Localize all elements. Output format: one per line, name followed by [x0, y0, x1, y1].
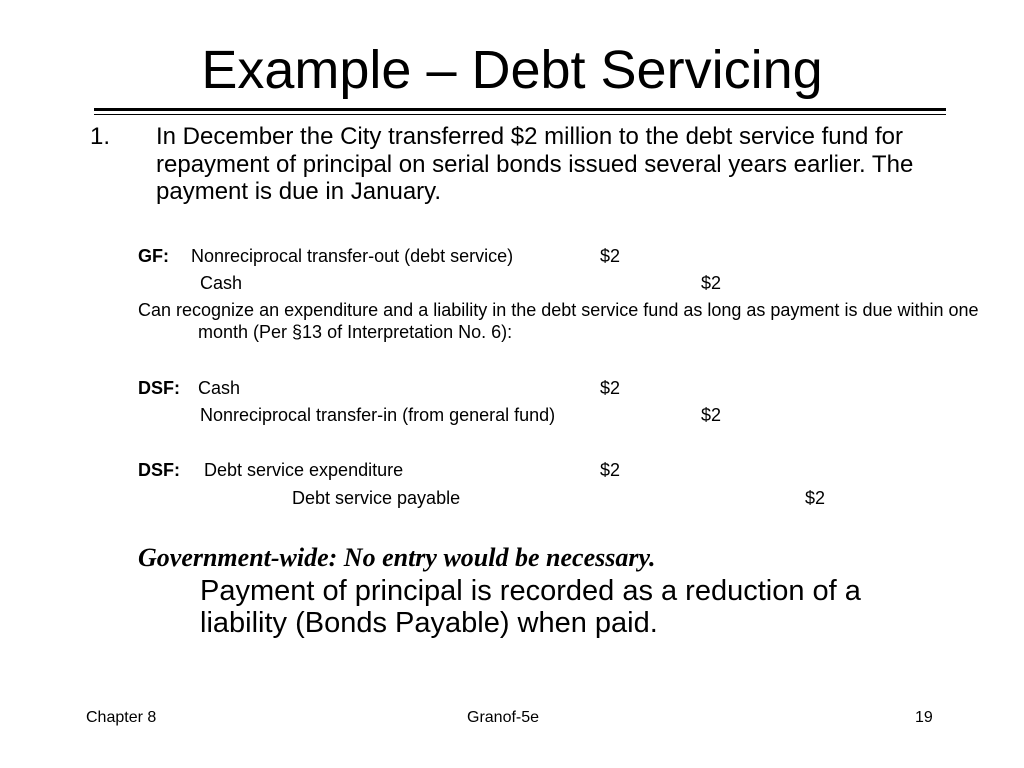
slide-title: Example – Debt Servicing — [201, 40, 823, 100]
dsf2-credit-account: Debt service payable — [292, 488, 461, 508]
dsf1-credit-amount: $2 — [701, 405, 722, 425]
dsf2-label: DSF: — [138, 460, 180, 480]
government-wide-text: Payment of principal is recorded as a reduction of a liability (Bonds Payable) when paid. — [200, 575, 861, 639]
footer-chapter: Chapter 8 — [86, 709, 157, 726]
dsf1-label: DSF: — [138, 378, 180, 398]
dsf1-credit-account: Nonreciprocal transfer-in (from general fund) — [200, 405, 556, 425]
dsf1-debit-account: Cash — [198, 378, 241, 398]
dsf1-debit-amount: $2 — [600, 378, 621, 398]
footer-source: Granof-5e — [467, 709, 540, 726]
footer-page-number: 19 — [915, 709, 933, 726]
gf-credit-amount: $2 — [701, 273, 722, 293]
gf-label: GF: — [138, 246, 169, 266]
list-number: 1. — [90, 123, 111, 150]
recognition-note: Can recognize an expenditure and a liability in the debt service fund as long as payment is due within one month (Per §13 of Interpretation No. 6): — [138, 300, 979, 342]
title-divider-thick — [94, 108, 946, 111]
government-wide-heading-text: Government-wide: No entry would be necessary. — [138, 543, 656, 572]
dsf2-debit-account: Debt service expenditure — [204, 460, 404, 480]
gf-debit-amount: $2 — [600, 246, 621, 266]
list-item-text: In December the City transferred $2 million to the debt service fund for repayment of principal on serial bonds issued several years earlier. The payment is due in January. — [156, 123, 914, 205]
title-divider-thin — [94, 114, 946, 115]
government-wide-heading — [138, 541, 938, 574]
dsf2-debit-amount: $2 — [600, 460, 621, 480]
gf-credit-account: Cash — [200, 273, 243, 293]
gf-debit-account: Nonreciprocal transfer-out (debt service) — [191, 246, 514, 266]
dsf2-credit-amount: $2 — [805, 488, 826, 508]
